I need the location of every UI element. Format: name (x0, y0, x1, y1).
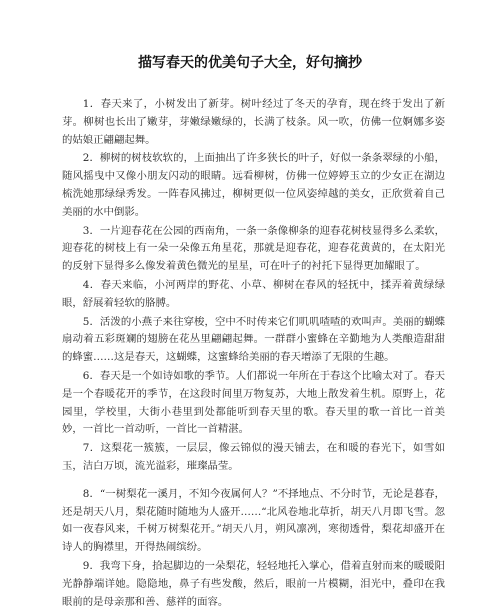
paragraph-9: 9．我弯下身，拾起脚边的一朵梨花，轻轻地托入掌心，借着直射而来的暖暖阳光静静端详她。隐隐地，鼻子有些发酸，然后，眼前一片模糊，泪光中，叠印在我眼前的是母亲那和善、慈祥的面容。 (62, 559, 445, 608)
paragraph-8: 8．“一树梨花一溪月，不知今夜属何人？”不择地点、不分时节，无论是暮春，还是胡天八月，梨花随时随地为人盛开……“北风卷地北草折，胡天八月即飞雪。忽如一夜春风来，千树万树梨花开。”胡天八月，朔风凛冽，寒彻透骨，梨花却盛开在诗人的胸襟里，开得热闹缤纷。 (62, 487, 445, 554)
paragraph-5: 5．活泼的小燕子来往穿梭，空中不时传来它们叽叽喳喳的欢叫声。美丽的蝴蝶扇动着五彩斑斓的翅膀在花丛里翩翩起舞。一群群小蜜蜂在辛勤地为人类酿造甜甜的蜂蜜……这是春天，这蝴蝶，这蜜蜂给美丽的春天增添了无限的生趣。 (62, 315, 445, 364)
paragraph-4: 4．春天来临，小河两岸的野花、小草、柳树在春风的轻抚中，揉弄着黄绿绿眼，舒展着轻软的胳膊。 (62, 278, 445, 309)
document-title: 描写春天的优美句子大全，好句摘抄 (138, 55, 362, 71)
paragraph-2: 2．柳树的树枝软软的，上面抽出了许多狭长的叶子，好似一条条翠绿的小船，随风摇曳中又像小朋友闪动的眼睛。远看柳树，仿佛一位婷婷玉立的少女正在湖边梳洗她那绿绿秀发。一阵春风拂过，柳树更似一位风姿绰越的美女，正欣赏着自己美丽的水中倒影。 (62, 152, 445, 218)
document-body (62, 96, 445, 612)
paragraph-6: 6．春天是一个如诗如歌的季节。人们都说一年所在于春这个比喻太对了。春天是一个春暖花开的季节，在这段时间里万物复苏，大地上散发着生机。原野上，花园里，学校里，大街小巷里到处都能听到春天里的歌。春天里的歌一首比一首美妙，一首比一首动听，一首比一首精湛。 (62, 369, 445, 436)
paragraph-7: 7．这梨花一簇簇，一层层，像云锦似的漫天铺去，在和暖的春光下，如雪如玉，洁白万顷，流光溢彩，璀璨晶莹。 (62, 442, 445, 472)
paragraph-3: 3．一片迎春花在公园的西南角，一条一条像柳条的迎春花树枝显得多么柔软，迎春花的树枝上有一朵一朵像五角星花，那就是迎春花，迎春花黄黄的，在太阳光的反射下显得多么像发着黄色微光的星星，可在叶子的衬托下显得更加耀眼了。 (62, 224, 445, 273)
paragraph-1: 1．春天来了，小树发出了新芽。树叶经过了冬天的孕育，现在终于发出了新芽。柳树也长出了嫩芽，芽嫩绿嫩绿的，长满了枝条。风一吹，仿佛一位婀娜多姿的姑娘正翩翩起舞。 (62, 98, 445, 146)
